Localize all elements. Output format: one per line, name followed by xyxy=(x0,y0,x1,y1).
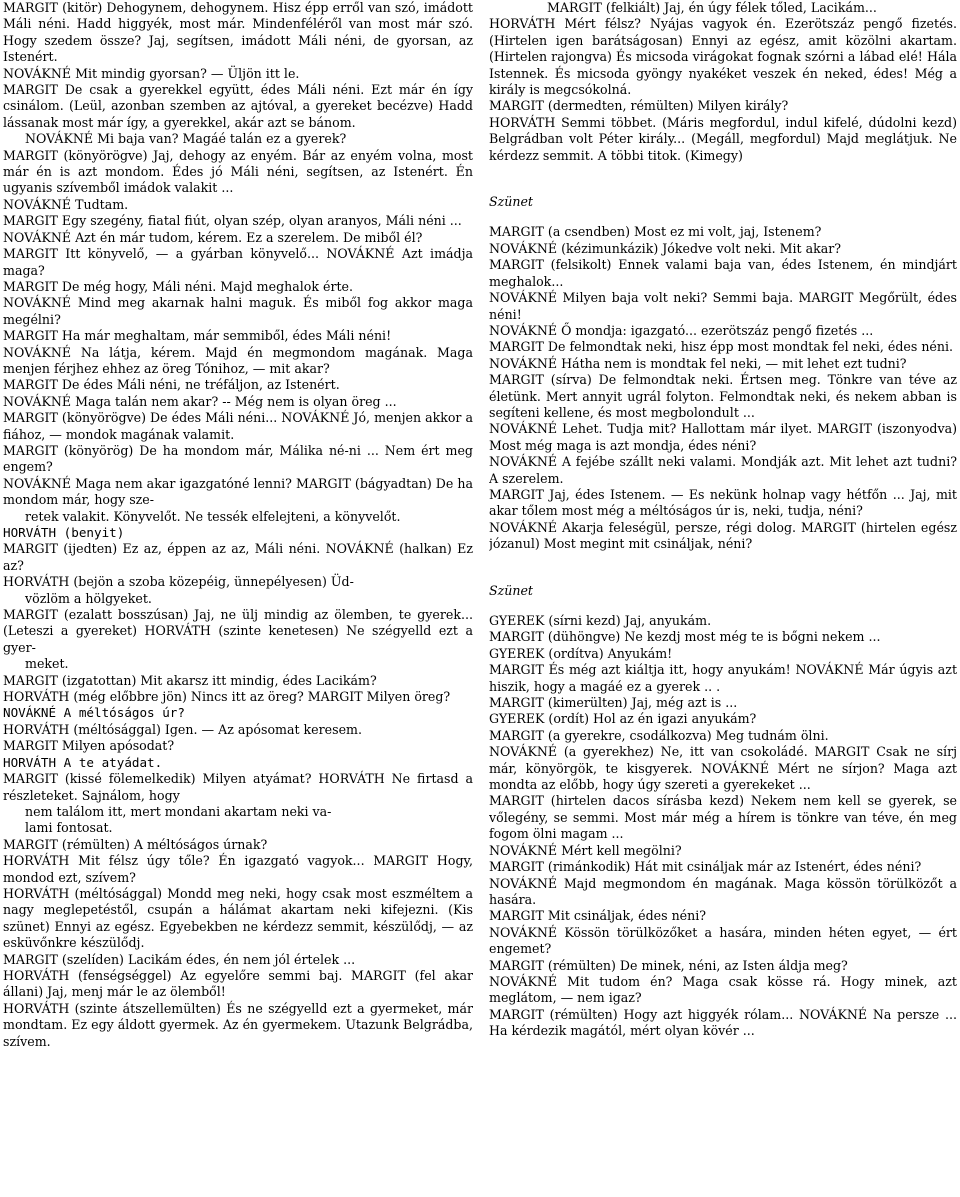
paragraph: HORVÁTH (fenségséggel) Az egyelőre semmi baj. MARGIT (fel akar állani) Jaj, menj már le az ölemből! xyxy=(3,967,473,1000)
paragraph: nem találom itt, mert mondani akartam neki va- xyxy=(25,803,332,819)
paragraph: MARGIT (könyörögve) De édes Máli néni... NOVÁKNÉ Jó, menjen akkor a fiához, — mondok magának valamit. xyxy=(3,410,473,442)
paragraph: HORVÁTH (bejön a szoba közepéig, ünnepélyesen) Üd- xyxy=(3,574,354,590)
paragraph: MARGIT Ha már meghaltam, már semmiből, édes Máli néni! xyxy=(3,328,392,344)
paragraph: meket. xyxy=(25,656,69,672)
paragraph: MARGIT (felkiált) Jaj, én úgy félek tőled, Lacikám... xyxy=(547,0,877,15)
paragraph: MARGIT (sírva) De felmondtak neki. Értsen meg. Tönkre van téve az életünk. Mert annyit ugrál folyton. Felmondtak neki, és nekem abban is segíteni kellene, és most megbolondult ... xyxy=(489,372,957,420)
paragraph: MARGIT (ijedten) Ez az, éppen az az, Máli néni. NOVÁKNÉ (halkan) Ez az? xyxy=(3,541,473,573)
paragraph: MARGIT (kissé fölemelkedik) Milyen atyámat? HORVÁTH Ne firtasd a részleteket. Sajnálom, hogy xyxy=(3,771,473,803)
scene-note: Szünet xyxy=(489,194,533,210)
paragraph: NOVÁKNÉ Mi baja van? Magáé talán ez a gyerek? xyxy=(25,131,347,147)
paragraph: MARGIT (felsikolt) Ennek valami baja van, édes Istenem, én mindjárt meghalok... xyxy=(489,257,957,289)
paragraph: HORVÁTH A te atyádat. xyxy=(3,754,163,770)
paragraph: MARGIT De felmondtak neki, hisz épp most mondtak fel neki, édes néni. xyxy=(489,339,954,355)
paragraph: MARGIT (rémülten) A méltóságos úrnak? xyxy=(3,836,268,852)
paragraph: NOVÁKNÉ Maga talán nem akar? -- Még nem is olyan öreg ... xyxy=(3,393,397,409)
paragraph: MARGIT (kimerülten) Jaj, még azt is ... xyxy=(489,695,738,711)
paragraph: MARGIT (a csendben) Most ez mi volt, jaj, Istenem? xyxy=(489,224,822,240)
paragraph: HORVÁTH Mit félsz úgy tőle? Én igazgató vagyok... MARGIT Hogy, mondod ezt, szívem? xyxy=(3,853,473,885)
paragraph: NOVÁKNÉ Mit mindig gyorsan? — Üljön itt le. xyxy=(3,65,300,81)
paragraph: MARGIT De édes Máli néni, ne tréfáljon, az Istenért. xyxy=(3,377,340,393)
right-column xyxy=(489,0,957,1040)
paragraph: vözlöm a hölgyeket. xyxy=(25,590,152,606)
paragraph: NOVÁKNÉ Milyen baja volt neki? Semmi baja. MARGIT Megőrült, édes néni! xyxy=(489,290,957,322)
paragraph: HORVÁTH (szinte átszellemülten) És ne szégyelld ezt a gyermeket, már mondtam. Ez egy áldott gyermek. Az én gyermekem. Utazunk Belgrádba, szívem. xyxy=(3,1000,473,1049)
paragraph: MARGIT De még hogy, Máli néni. Majd meghalok érte. xyxy=(3,278,353,294)
scene-note: Szünet xyxy=(489,582,533,598)
paragraph: GYEREK (ordítva) Anyukám! xyxy=(489,645,673,661)
paragraph: MARGIT (rimánkodik) Hát mit csináljak már az Istenért, édes néni? xyxy=(489,859,922,875)
paragraph: MARGIT (szelíden) Lacikám édes, én nem jól értelek ... xyxy=(3,951,356,967)
paragraph: NOVÁKNÉ Ő mondja: igazgató... ezerötszáz pengő fizetés ... xyxy=(489,322,874,338)
paragraph: MARGIT Mit csináljak, édes néni? xyxy=(489,908,707,924)
paragraph: MARGIT (rémülten) De minek, néni, az Isten áldja meg? xyxy=(489,957,848,973)
paragraph: MARGIT (dermedten, rémülten) Milyen király? xyxy=(489,98,789,114)
paragraph: MARGIT (a gyerekre, csodálkozva) Meg tudnám ölni. xyxy=(489,727,829,743)
paragraph: MARGIT Milyen apósodat? xyxy=(3,738,175,754)
paragraph: NOVÁKNÉ Mind meg akarnak halni maguk. És miből fog akkor maga megélni? xyxy=(3,295,473,327)
paragraph: MARGIT És még azt kiáltja itt, hogy anyukám! NOVÁKNÉ Már úgyis azt hiszik, hogy a magáé ez a gyerek .. . xyxy=(489,662,957,694)
paragraph: HORVÁTH (még előbbre jön) Nincs itt az öreg? MARGIT Milyen öreg? xyxy=(3,689,451,705)
paragraph: HORVÁTH (méltósággal) Igen. — Az apósomat keresem. xyxy=(3,721,362,737)
paragraph: NOVÁKNÉ Kössön törülközőket a hasára, minden héten egyet, — ért engemet? xyxy=(489,924,957,957)
paragraph: NOVÁKNÉ Mért kell megölni? xyxy=(489,842,682,858)
paragraph: MARGIT (ezalatt bosszúsan) Jaj, ne ülj mindig az ölemben, te gyerek... (Leteszi a gyereket) HORVÁTH (szinte kenetesen) Ne szégyelld ezt a gyer- xyxy=(3,607,473,655)
paragraph: MARGIT Itt könyvelő, — a gyárban könyvelő... NOVÁKNÉ Azt imádja maga? xyxy=(3,246,473,278)
paragraph: MARGIT (dühöngve) Ne kezdj most még te is bőgni nekem ... xyxy=(489,629,881,645)
paragraph: MARGIT (hirtelen dacos sírásba kezd) Nekem nem kell se gyerek, se vőlegény, se semmi. Most már még a hírem is tönkre van téve, én meg fogom ölni magam ... xyxy=(489,793,957,842)
paragraph: NOVÁKNÉ (kézimunkázik) Jókedve volt neki. Mit akar? xyxy=(489,240,842,256)
paragraph: GYEREK (ordít) Hol az én igazi anyukám? xyxy=(489,711,757,727)
paragraph: NOVÁKNÉ A fejébe szállt neki valami. Mondják azt. Mit lehet azt tudni? A szerelem. xyxy=(489,454,957,486)
paragraph: MARGIT Egy szegény, fiatal fiút, olyan szép, olyan aranyos, Máli néni ... xyxy=(3,213,462,229)
paragraph: MARGIT De csak a gyerekkel együtt, édes Máli néni. Ezt már én így csinálom. (Leül, azonban szemben az ajtóval, a gyereket becézve) Hadd lássanak most már így, a gyerekkel, akár azt se bánom. xyxy=(3,82,473,130)
paragraph: NOVÁKNÉ Na látja, kérem. Majd én megmondom magának. Maga menjen férjhez ehhez az öreg Tónihoz, — mit akar? xyxy=(3,344,473,376)
paragraph: MARGIT Jaj, édes Istenem. — Es nekünk holnap vagy hétfőn ... Jaj, mit akar tőlem most még a méltóságos úr is, neki, tudja, néni? xyxy=(489,486,957,519)
paragraph: NOVÁKNÉ (a gyerekhez) Ne, itt van csokoládé. MARGIT Csak ne sírj már, könyörgök, te kisgyerek. NOVÁKNÉ Mért ne sírjon? Maga azt mondta az előbb, hogy úgy szereti a gyerekeket ... xyxy=(489,744,957,793)
paragraph: HORVÁTH (benyit) xyxy=(3,525,125,540)
paragraph: MARGIT (rémülten) Hogy azt higgyék rólam... NOVÁKNÉ Na persze ... Ha kérdezik magától, mért olyan kövér ... xyxy=(489,1006,957,1039)
paragraph: MARGIT (kitör) Dehogynem, dehogynem. Hisz épp erről van szó, imádott Máli néni. Hadd higgyék, most már. Mindenféléről van most már szó. Hogy szedem össze? Jaj, segítsen, imádott Máli néni, de gyorsan, az Istenért. xyxy=(3,0,473,65)
paragraph: NOVÁKNÉ A méltóságos úr? xyxy=(3,705,185,721)
paragraph: MARGIT (könyörögve) Jaj, dehogy az enyém. Bár az enyém volna, most már én is azt mondom. Édes jó Máli néni, segítsen, az Istenért. Én ugyanis szívemből imádok valakit ... xyxy=(3,147,473,196)
paragraph: NOVÁKNÉ Majd megmondom én magának. Maga kössön törülközőt a hasára. xyxy=(489,875,957,907)
paragraph: lami fontosat. xyxy=(25,820,113,836)
paragraph: HORVÁTH Mért félsz? Nyájas vagyok én. Ezerötszáz pengő fizetés. (Hirtelen igen barátságosan) Ennyi az egész, amit közölni akartam. (Hirtelen rajongva) És micsoda virágokat fognak szórni a lábad elé! Hála Istennek. És micsoda gyöngy nyakéket veszek én neked, édes! Még a király is megcsókolná. xyxy=(489,16,957,98)
paragraph: MARGIT (izgatottan) Mit akarsz itt mindig, édes Lacikám? xyxy=(3,672,377,688)
paragraph: NOVÁKNÉ Maga nem akar igazgatóné lenni? MARGIT (bágyadtan) De ha mondom már, hogy sze- xyxy=(3,475,473,508)
paragraph: retek valakit. Könyvelőt. Ne tessék elfelejteni, a könyvelőt. xyxy=(25,508,401,524)
paragraph: MARGIT (könyörög) De ha mondom már, Málika né-ni ... Nem ért meg engem? xyxy=(3,442,473,475)
paragraph: NOVÁKNÉ Lehet. Tudja mit? Hallottam már ilyet. MARGIT (iszonyodva) Most még maga is azt mondja, édes néni? xyxy=(489,421,957,453)
paragraph: NOVÁKNÉ Mit tudom én? Maga csak kösse rá. Hogy minek, azt meglátom, — nem igaz? xyxy=(489,973,957,1006)
paragraph: NOVÁKNÉ Azt én már tudom, kérem. Ez a szerelem. De miből él? xyxy=(3,229,423,245)
paragraph: NOVÁKNÉ Akarja feleségül, persze, régi dolog. MARGIT (hirtelen egész józanul) Most megint mit csináljak, néni? xyxy=(489,519,957,552)
left-column xyxy=(3,0,473,1050)
paragraph: HORVÁTH Semmi többet. (Máris megfordul, indul kifelé, dúdolni kezd) Belgrádban volt Péter király... (Megáll, megfordul) Majd meglátjuk. Ne kérdezz semmit. A többi titok. (Kimegy) xyxy=(489,114,957,163)
paragraph: HORVÁTH (méltósággal) Mondd meg neki, hogy csak most eszméltem a nagy meglepetéstől, csupán a hálámat akartam neki kifejezni. (Kis szünet) Ennyi az egész. Egyebekben ne kérdezz semmit, készülődj, — az esküvőnkre készülődj. xyxy=(3,885,473,951)
paragraph: NOVÁKNÉ Hátha nem is mondtak fel neki, — mit lehet ezt tudni? xyxy=(489,355,907,371)
paragraph: GYEREK (sírni kezd) Jaj, anyukám. xyxy=(489,613,712,628)
paragraph: NOVÁKNÉ Tudtam. xyxy=(3,196,129,212)
